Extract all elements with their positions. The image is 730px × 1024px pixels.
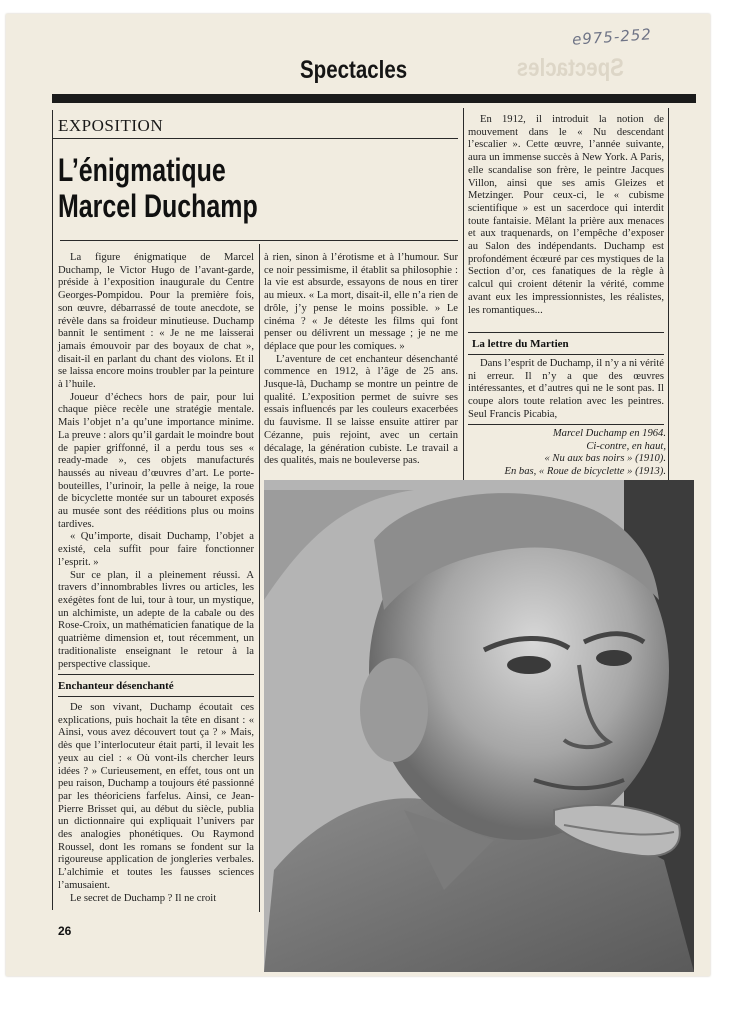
page-number: 26 (58, 924, 72, 938)
paragraph: à rien, sinon à l’érotisme et à l’humour. Sur ce noir pessimisme, il établit sa philosophie : la vie est absurde, essayons de nous en tirer au mieux. « La mort, disait-il, elle n’a rien de drôle, j’y pense le moins possible. » Le cinéma ? « Je déteste les films qui font penser ou délivrent un message ; je ne me déplace que pour les comiques. » (264, 252, 458, 352)
column-2 (264, 252, 458, 468)
category-rule (52, 138, 458, 139)
archive-code: e975-252 (571, 25, 653, 49)
paragraph: Le secret de Duchamp ? Il ne croit (70, 892, 217, 904)
column-3-continued (468, 358, 664, 422)
caption-line: En bas, « Roue de bicyclette » (1913). (504, 465, 666, 477)
column-rule-2 (463, 108, 464, 480)
paragraph: L’aventure de cet enchanteur désenchanté commence en 1912, à l’âge de 25 ans. Jusque-là, Duchamp se montre un peintre de qualité. L’exposition permet de suivre ses essais influencés par les couleurs exacerbées du fauvisme. Il se laisse ensuite attirer par Cézanne, puis rejoint, avec un certain décalage, la génération cubiste. Le travail a des qualités, mais ne bouleverse pas. (264, 353, 458, 467)
portrait-photo (264, 480, 694, 972)
article-title (58, 152, 258, 224)
caption-line: « Nu aux bas noirs » (1910). (544, 453, 666, 464)
caption-line: Marcel Duchamp en 1964. (552, 428, 666, 439)
subhead-rule-top (468, 332, 664, 333)
paragraph: Joueur d’échecs hors de pair, pour lui chaque pièce recèle une stratégie mentale. Mais l’objet n’a qu’une importance minime. La preuve : alors qu’il gardait le moindre bout de papier griffonné, il a perdu tous ses « ready-made », ces objets manufacturés haussés au niveau d’œuvres d’art. Le porte-bouteilles, l’urinoir, la pelle à neige, la roue de bicyclette montée sur un tabouret exposés au musée sont des rééditions plus ou moins tardives. (58, 391, 254, 530)
column-1 (58, 252, 254, 671)
bleed-through-heading: Spectacles (516, 54, 624, 82)
subhead-block-1 (58, 680, 254, 693)
subhead-rule-bottom (468, 354, 664, 355)
photo-caption (466, 428, 666, 478)
paragraph: Sur ce plan, il a pleinement réussi. A travers d’innombrables livres ou articles, les exégètes font de lui, tour à tour, un mystique, un alchimiste, un adepte de la cabale ou des Rose-Croix, un mathématicien fanatique de la quatrième dimension et, tout récemment, un traditionaliste enseignant le retour à la perspective classique. (58, 569, 254, 670)
paragraph: Dans l’esprit de Duchamp, il n’y a ni vérité ni erreur. Il n’y a que des œuvres intéressantes, et d’autres qui ne le sont pas. Il coupe alors toute relation avec les peintres. Seul Francis Picabia, (468, 358, 664, 420)
paragraph: En 1912, il introduit la notion de mouvement dans le « Nu descendant l’escalier ». Cette œuvre, l’année suivante, aura un immense succès à New York. A Paris, elle scandalise son frère, le peintre Jacques Villon, ainsi que ses amis Gleizes et Metzinger. Pour ceux-ci, le « cubisme scientifique » est un sacerdoce qui interdit toute fantaisie. Mêlant la prière aux menaces et aux traquenards, on l’empêche d’exposer au Salon des indépendants. Duchamp est profondément écœuré par ces mystiques de la Section d’or, ces fanatiques de la règle à calcul qui croient détenir la vérité, comme avant eux les impressionnistes, les réalistes, les romantiques... (468, 114, 664, 316)
column-3 (468, 114, 664, 317)
subhead-rule-top (58, 674, 254, 675)
subheading: Enchanteur désenchanté (58, 680, 174, 692)
caption-rule (468, 424, 664, 425)
subheading: La lettre du Martien (472, 338, 569, 350)
column-1-continued (58, 702, 254, 905)
heading-rule (52, 94, 696, 103)
column-rule-left (52, 110, 53, 910)
portrait-photo-icon (264, 480, 694, 972)
section-heading: Spectacles (300, 56, 408, 84)
column-rule-1 (259, 244, 260, 912)
paragraph: « Qu’importe, disait Duchamp, l’objet a existé, cela suffit pour faire fonctionner l’esprit. » (58, 531, 254, 568)
title-line-1: L’énigmatique (58, 152, 226, 188)
subhead-block-2 (472, 338, 664, 351)
column-rule-right (668, 108, 669, 480)
paragraph: La figure énigmatique de Marcel Duchamp, le Victor Hugo de l’avant-garde, préside à l’exposition inaugurale du Centre Georges-Pompidou. Pour la première fois, son œuvre, débarrassé de toute anecdote, se révèle dans sa froideur minutieuse. Duchamp bannit le sentiment : « Je ne me laisserai jamais émouvoir par des boyaux de chat », disait-il en parlant du chant des violons. Et il se laissa encore moins troubler par la peinture à l’huile. (58, 252, 254, 391)
title-line-2: Marcel Duchamp (58, 188, 258, 224)
headline-rule (60, 240, 458, 241)
paragraph: De son vivant, Duchamp écoutait ces explications, puis hochait la tête en disant : « Ainsi, vous avez découvert tout ça ? » Mais, dès que l’interlocuteur était parti, il levait les yeux au ciel : « Où vont-ils chercher leurs idées ? » Curieusement, en effet, tous ont un peu raison, Duchamp a toujours été passionné par les théoriciens farfelus. Ainsi, ce Jean-Pierre Brisset qui, au début du siècle, publia un dictionnaire qui expliquait l’univers par des analogies phonétiques. Ou Raymond Roussel, dont les romans se fondent sur la rigoureuse application de jongleries verbales. L’alchimie et toutes les fausses sciences l’amusaient. (58, 702, 254, 891)
category-label: EXPOSITION (58, 116, 164, 135)
subhead-rule-bottom (58, 696, 254, 697)
caption-line: Ci-contre, en haut, (586, 440, 666, 452)
